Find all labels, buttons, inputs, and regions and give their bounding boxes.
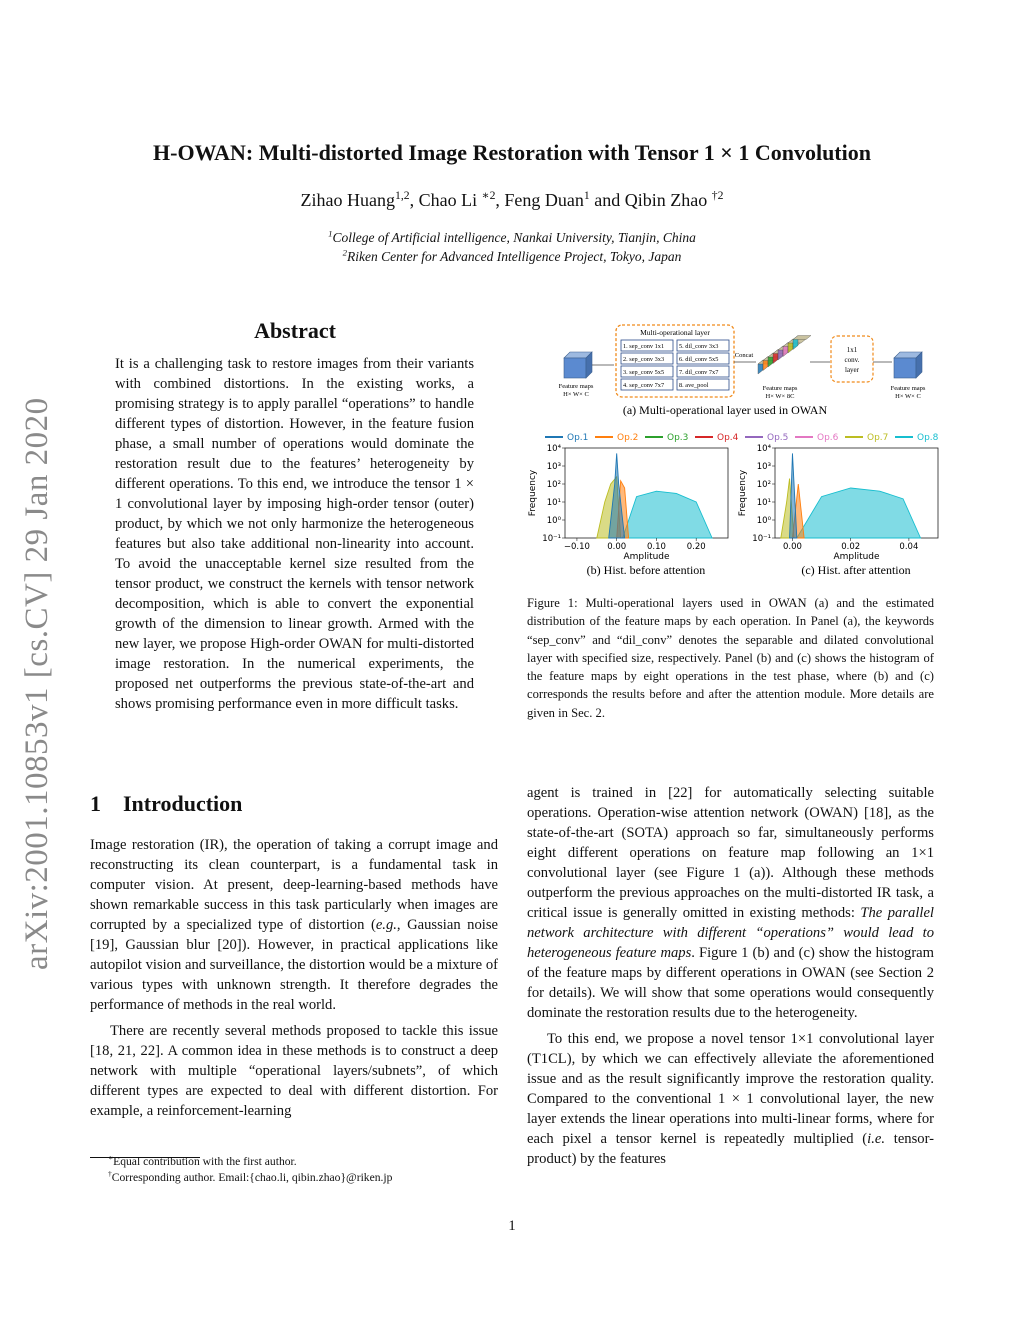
fm-mid-dims: H× W× 8C	[765, 393, 795, 400]
fm-mid-label: Feature maps	[762, 385, 798, 392]
paper-title: H-OWAN: Multi-distorted Image Restoration with Tensor 1 × 1 Convolution	[153, 140, 871, 165]
y-axis-label: Frequency	[738, 469, 748, 517]
histogram-after	[738, 444, 938, 562]
operation-label: 7. dil_conv 7x7	[679, 369, 719, 376]
x-axis-label: Amplitude	[623, 552, 670, 562]
y-tick-label: 10⁻¹	[542, 534, 561, 544]
arxiv-stamp-text: arXiv:2001.10853v1 [cs.CV] 29 Jan 2020	[19, 397, 55, 970]
x-tick-label: 0.20	[686, 542, 706, 552]
author: Qibin Zhao $^{\dagger 2}$	[624, 189, 724, 210]
y-tick-label: 10¹	[756, 498, 771, 508]
y-tick-label: 10³	[756, 462, 771, 472]
author: Zihao Huang$^{1,2}$,	[300, 189, 419, 210]
chart-legend	[545, 433, 939, 443]
fm-out-dims: H× W× C	[895, 393, 921, 400]
y-tick-label: 10²	[546, 480, 561, 490]
section-heading: 1 Introduction	[90, 791, 243, 816]
operation-label: 1. sep_conv 1x1	[623, 343, 665, 350]
footnote: ∗Equal contribution with the first author.	[108, 1153, 297, 1168]
x-tick-label: −0.10	[563, 542, 590, 552]
y-tick-label: 10⁻¹	[752, 534, 771, 544]
affiliation: $^1$College of Artificial intelligence, Nankai University, Tianjin, China	[328, 228, 696, 245]
operation-label: 3. sep_conv 5x5	[623, 369, 665, 376]
intro-left-column	[90, 835, 498, 1121]
operation-label: 2. sep_conv 3x3	[623, 356, 665, 363]
concat-label: Concat	[734, 352, 754, 359]
legend-label: Op.1	[567, 433, 589, 443]
multi-op-title: Multi-operational layer	[640, 328, 710, 337]
intro-paragraph: agent is trained in [22] for automatically selecting suitable operations. Operation-wise attention network (OWAN) [18], as the state-of-the-art (SOTA) approach so far, simultaneously performs eight different operations on feature map following an 1×1 convolutional layer (see Figure 1 (a)). Although these methods outperform the previous approaches on the multi-distorted IR task, a critical issue is generally omitted in existing methods: The parallel network architecture with different “operations” would lead to heterogeneous feature maps. Figure 1 (b) and (c) show the histogram of the feature maps by different operations in OWAN (see Section 2 for details). We will show that some operations would consequently dominate the restoration results due to the heterogeneity.	[527, 785, 935, 1021]
x-tick-label: 0.00	[607, 542, 627, 552]
output-cube-icon	[894, 352, 922, 378]
operation-label: 5. dil_conv 3x3	[679, 343, 719, 350]
page-number: 1	[508, 1218, 516, 1234]
x-tick-label: 0.10	[646, 542, 666, 552]
intro-paragraph: To this end, we propose a novel tensor 1×1 convolutional layer (T1CL), by which we can effectively alleviate the aforementioned issue and as the result significantly improve the restoration quality. Compared to the conventional 1 × 1 convolutional layer, the new layer extends the linear operations into multi-linear forms, where for each pixel a tensor kernel is repeatedly multiplied (i.e. tensor-product) by the features	[527, 1031, 934, 1167]
y-tick-label: 10¹	[546, 498, 561, 508]
x-axis-label: Amplitude	[833, 552, 880, 562]
operation-label: 8. ave_pool	[679, 382, 709, 389]
y-tick-label: 10⁴	[546, 444, 561, 454]
fm-in-dims: H× W× C	[563, 391, 589, 398]
conv-label: layer	[845, 366, 859, 374]
author: Feng Duan$^1$ and	[504, 189, 625, 210]
y-tick-label: 10⁴	[756, 444, 771, 454]
y-tick-label: 10⁰	[546, 516, 561, 526]
feature-slice-top	[793, 336, 811, 340]
abstract-text: It is a challenging task to restore images from their variants with combined distortions. In the existing works, a promising strategy is to apply parallel “operations” to handle different types of distortion. However, in the feature fusion phase, a small number of operations would dominate the restoration result due to the features’ heterogeneity by different operations. To this end, we introduce the tensor 1 × 1 convolutional layer by imposing high-order tensor (outer) product, by which we not only harmonize the heterogeneous features but also take additional non-linearity into account. To avoid the unacceptable kernel size resulted from the tensor product, we construct the kernels with tensor network decomposition, which is able to convert the exponential growth of the dimension to linear growth. Armed with the new layer, we propose High-order OWAN for multi-distorted image restoration. In the numerical experiments, the proposed net outperforms the previous state-of-the-art and shows promising performance even in more difficult tasks.	[115, 356, 474, 712]
footnote: †Corresponding author. Email:{chao.li, qibin.zhao}@riken.jp	[108, 1169, 393, 1184]
histogram-before	[528, 444, 728, 562]
y-tick-label: 10²	[756, 480, 771, 490]
operation-label: 4. sep_conv 7x7	[623, 382, 665, 389]
intro-paragraph: Image restoration (IR), the operation of taking a corrupt image and reconstructing its clean counterpart, is a fundamental task in computer vision. At present, deep-learning-based methods have shown remarkable success in this task particularly when images are corrupted by a specialized type of distortion (e.g., Gaussian noise [19], Gaussian blur [20]). However, in practical applications like autopilot vision and surveillance, the distortion would be a mixture of various types with unknown strength. It therefore degrades the performance of methods in the real world.	[90, 837, 498, 1013]
y-tick-label: 10⁰	[756, 516, 771, 526]
legend-label: Op.8	[917, 433, 939, 443]
legend-label: Op.2	[617, 433, 639, 443]
x-tick-label: 0.02	[841, 542, 861, 552]
multi-op-diagram	[559, 325, 926, 417]
subfigure-caption-b: (b) Hist. before attention	[586, 563, 706, 577]
y-tick-label: 10³	[546, 462, 561, 472]
legend-label: Op.7	[867, 433, 889, 443]
legend-label: Op.6	[817, 433, 839, 443]
x-tick-label: 0.00	[782, 542, 802, 552]
stacked-feature-maps	[758, 336, 811, 375]
fm-in-label: Feature maps	[558, 383, 594, 390]
abstract-heading: Abstract	[254, 318, 336, 343]
affiliation: $^2$Riken Center for Advanced Intelligence Project, Tokyo, Japan	[342, 247, 682, 264]
subfigure-caption-c: (c) Hist. after attention	[801, 563, 911, 577]
conv-label: 1x1	[846, 346, 858, 354]
legend-label: Op.5	[767, 433, 789, 443]
abstract-body	[115, 354, 474, 714]
subfigure-caption-a: (a) Multi-operational layer used in OWAN	[622, 403, 828, 417]
intro-paragraph: There are recently several methods proposed to tackle this issue [18, 21, 22]. A common idea in these methods is to construct a deep network with multiple “operational layers/subnets”, of which different types are expected to deal with different distortion. For example, a reinforcement-learning	[90, 1023, 498, 1119]
operation-label: 6. dil_conv 5x5	[679, 356, 719, 363]
y-axis-label: Frequency	[528, 469, 538, 517]
legend-label: Op.4	[717, 433, 739, 443]
intro-right-column	[527, 783, 934, 1169]
input-cube-icon	[564, 352, 592, 378]
fm-out-label: Feature maps	[890, 385, 926, 392]
x-tick-label: 0.04	[899, 542, 919, 552]
author: Chao Li $^{∗2}$,	[418, 189, 505, 210]
arxiv-stamp	[12, 360, 62, 970]
figure-caption: Figure 1: Multi-operational layers used in OWAN (a) and the estimated distribution of the feature maps by each operation. In Panel (a), the keywords “sep_conv” and “dil_conv” denotes the separable and dilated convolutional layer with specified size, respectively. Panel (b) and (c) shows the histogram of the feature maps by eight operations in the test phase, where (b) and (c) corresponds the results before and after the attention module. More details are given in Sec. 2.	[527, 596, 934, 720]
conv-label: conv.	[844, 356, 860, 364]
legend-label: Op.3	[667, 433, 689, 443]
author-list	[0, 190, 1024, 211]
figure-1	[530, 322, 950, 584]
